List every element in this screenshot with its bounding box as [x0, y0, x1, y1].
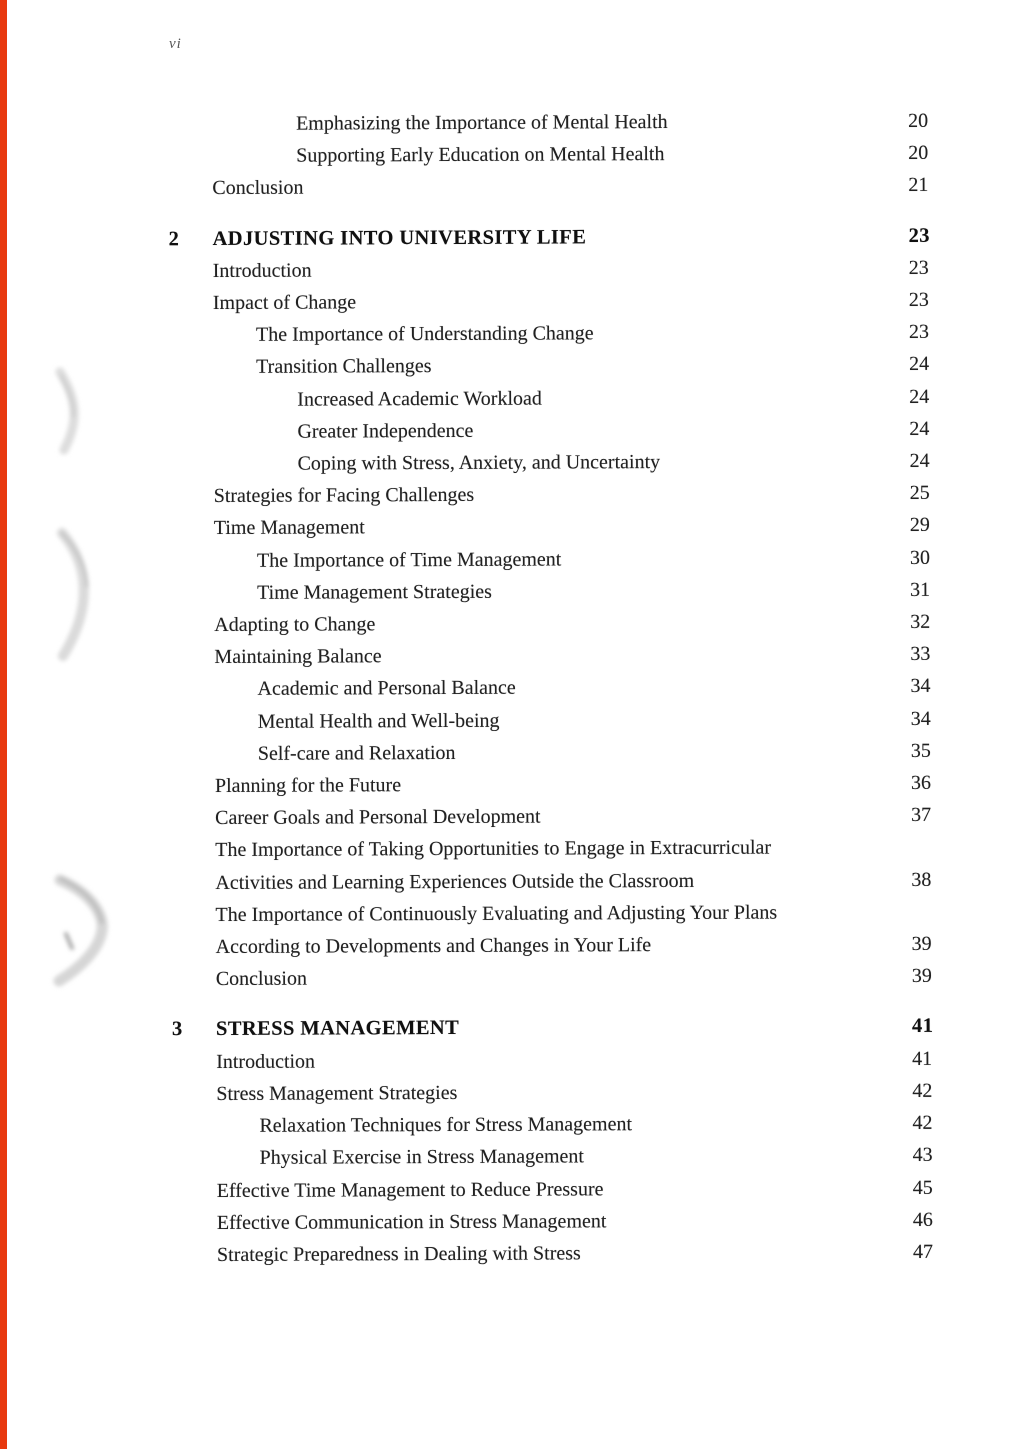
- scan-smudge-3: [59, 880, 102, 981]
- entry-page-number: 34: [910, 675, 931, 698]
- entry-title: Conclusion: [215, 967, 307, 991]
- entry-page-number: 34: [910, 707, 931, 730]
- toc-list: [168, 105, 953, 1271]
- toc-entry-row: [213, 380, 949, 415]
- entry-title: Self-care and Relaxation: [257, 741, 456, 765]
- entry-title: Conclusion: [212, 177, 304, 200]
- entry-page-number: 42: [912, 1111, 933, 1135]
- toc-entry-row: [215, 767, 951, 802]
- entry-title: Career Goals and Personal Development: [215, 805, 541, 830]
- toc-entry-row: [215, 896, 951, 964]
- entry-title: Transition Challenges: [256, 355, 432, 379]
- entry-page-number: 45: [912, 1176, 933, 1199]
- entry-title: Effective Communication in Stress Management: [216, 1209, 607, 1234]
- entry-page-number: 20: [908, 109, 929, 132]
- toc-entry-row: [214, 606, 950, 641]
- scan-smudge-2-core: [62, 533, 87, 586]
- entry-page-number: 46: [912, 1208, 933, 1231]
- entry-title: Maintaining Balance: [214, 645, 382, 669]
- entry-title: Time Management: [213, 516, 365, 540]
- toc-entry-row: [214, 509, 950, 544]
- toc-entry-row: [216, 1042, 952, 1077]
- toc-entry-row: [214, 477, 950, 512]
- toc-entry-row: [212, 105, 948, 140]
- chapter-number: 3: [171, 1018, 183, 1041]
- entry-page-number: 37: [911, 804, 932, 827]
- toc-entry-row: [213, 284, 949, 319]
- entry-page-number: 35: [910, 739, 931, 762]
- entry-page-number: 21: [908, 174, 929, 197]
- toc-entry-row: [216, 960, 952, 995]
- entry-page-number: 31: [910, 578, 931, 601]
- entry-title: Emphasizing the Importance of Mental Health: [296, 111, 668, 135]
- toc-entry-row: [215, 735, 951, 770]
- entry-title-line: The Importance of Continuously Evaluating and Adjusting Your Plans: [215, 901, 778, 926]
- entry-page-number: 41: [912, 1047, 933, 1070]
- entry-page-number: 38: [911, 868, 932, 891]
- scan-smudge-2: [62, 533, 84, 656]
- entry-title: Impact of Change: [212, 291, 357, 315]
- entry-page-number: 25: [909, 482, 930, 505]
- toc-entry-row: [214, 541, 950, 576]
- entry-page-number: 43: [912, 1144, 933, 1167]
- toc-chapter-row: [171, 1010, 952, 1045]
- toc-entry-row: [213, 348, 949, 383]
- scan-smudge-1-core: [61, 376, 73, 416]
- entry-title: The Importance of Understanding Change: [255, 322, 594, 347]
- entry-title: Relaxation Techniques for Stress Management: [259, 1113, 633, 1137]
- toc-entry-row: [212, 169, 948, 204]
- page-number-label: vi: [169, 36, 182, 52]
- toc-entry-row: [213, 252, 949, 287]
- entry-page-number: 36: [910, 771, 931, 795]
- entry-page-number: 29: [909, 514, 930, 537]
- entry-title: [215, 831, 911, 898]
- entry-page-number: 39: [911, 965, 932, 988]
- entry-page-number: 42: [912, 1079, 933, 1102]
- scan-smudge-3-core: [61, 879, 102, 922]
- chapter-number: 2: [168, 227, 180, 250]
- entry-page-number: 24: [909, 385, 930, 408]
- entry-title: Physical Exercise in Stress Management: [259, 1145, 585, 1170]
- entry-page-number: 24: [909, 449, 930, 472]
- entry-page-number: 30: [909, 546, 931, 569]
- toc-entry-row: [216, 1107, 952, 1142]
- chapter-page-number: 41: [911, 1015, 934, 1038]
- chapter-page-number: 23: [908, 224, 930, 247]
- chapter-title: ADJUSTING INTO UNIVERSITY LIFE: [212, 225, 587, 250]
- toc-entry-row: [217, 1203, 953, 1238]
- toc-entry-row: [214, 574, 950, 609]
- entry-page-number: 20: [908, 142, 929, 165]
- entry-title: Introduction: [216, 1050, 316, 1073]
- book-edge-bar: [0, 0, 7, 1449]
- entry-title: Supporting Early Education on Mental Health: [296, 143, 665, 167]
- scan-smudge-3-sliver: [66, 934, 72, 948]
- entry-title: Greater Independence: [297, 419, 474, 443]
- entry-title: The Importance of Time Management: [256, 548, 562, 572]
- entry-page-number: 24: [909, 353, 930, 376]
- entry-title-line: The Importance of Taking Opportunities to Engage in Extracurricular: [215, 837, 772, 862]
- entry-title: Mental Health and Well-being: [257, 709, 500, 733]
- entry-title: [215, 896, 911, 963]
- entry-title: Coping with Stress, Anxiety, and Uncertainty: [297, 451, 661, 475]
- toc-entry-row: [213, 445, 949, 480]
- toc-entry-row: [216, 1075, 952, 1110]
- entry-title: Adapting to Change: [214, 613, 376, 637]
- entry-title: Effective Time Management to Reduce Pressure: [216, 1177, 604, 1202]
- entry-title: Stress Management Strategies: [216, 1081, 458, 1105]
- entry-page-number: 47: [912, 1240, 934, 1263]
- entry-title-line: Activities and Learning Experiences Outside the Classroom: [215, 869, 695, 894]
- entry-title: Time Management Strategies: [257, 580, 492, 604]
- entry-page-number: 33: [910, 643, 931, 666]
- toc-entry-row: [217, 1139, 953, 1174]
- entry-title: Increased Academic Workload: [297, 387, 542, 411]
- toc-entry-row: [217, 1236, 953, 1271]
- toc-entry-row: [215, 831, 951, 899]
- toc-entry-row: [213, 413, 949, 448]
- toc-entry-row: [214, 670, 950, 705]
- scan-smudge-1: [60, 372, 74, 450]
- entry-page-number: 39: [911, 932, 932, 956]
- entry-title: Academic and Personal Balance: [257, 677, 516, 701]
- toc-entry-row: [215, 799, 951, 834]
- chapter-title: STRESS MANAGEMENT: [215, 1017, 460, 1041]
- toc-entry-row: [214, 638, 950, 673]
- toc-chapter-row: [168, 219, 949, 254]
- toc-entry-row: [215, 702, 951, 737]
- toc-entry-row: [217, 1171, 953, 1206]
- entry-page-number: 23: [908, 321, 930, 344]
- entry-title-line: According to Developments and Changes in Your Life: [215, 934, 652, 959]
- entry-title: Planning for the Future: [214, 774, 402, 798]
- entry-title: Introduction: [212, 259, 312, 282]
- entry-title: Strategic Preparedness in Dealing with Stress: [216, 1242, 581, 1266]
- toc-entry-row: [213, 316, 949, 351]
- toc-entry-row: [212, 137, 948, 172]
- entry-page-number: 23: [908, 288, 929, 311]
- entry-title: Strategies for Facing Challenges: [213, 484, 475, 508]
- entry-page-number: 32: [910, 610, 931, 634]
- entry-page-number: 24: [909, 417, 930, 440]
- entry-page-number: 23: [908, 256, 929, 279]
